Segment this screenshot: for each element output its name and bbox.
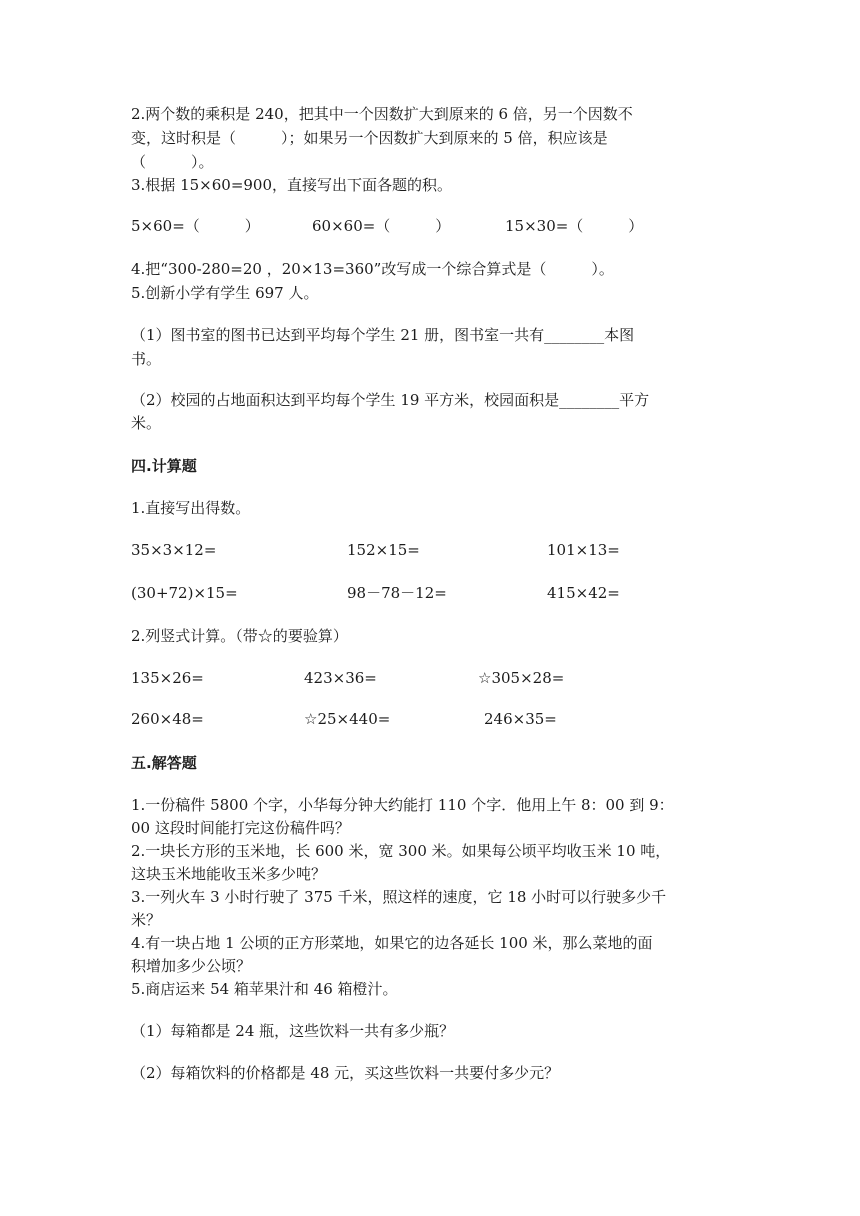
s4-row2-item2: 98－78－12= [347, 584, 447, 602]
s4-row1-item2: 152×15= [347, 541, 420, 559]
q2-line3: （ ）。 [131, 153, 214, 171]
s5-q1-line1: 1.一份稿件 5800 个字，小华每分钟大约能打 110 个字．他用上午 8：00 到 9： [131, 796, 674, 814]
q2-line1: 2.两个数的乘积是 240，把其中一个因数扩大到原来的 6 倍，另一个因数不 [131, 105, 633, 123]
s4-row4-item1: 260×48= [131, 710, 204, 728]
s5-q4-line2: 积增加多少公顷？ [131, 957, 252, 975]
q3-item-2: 60×60=（ ） [312, 217, 451, 235]
q3-item-3: 15×30=（ ） [505, 217, 644, 235]
s5-q2-line2: 这块玉米地能收玉米多少吨？ [131, 865, 327, 883]
s4-row2-item1: (30+72)×15= [131, 584, 238, 602]
s4-row3-item2: 423×36= [304, 669, 377, 687]
q5-sub2-line1: （2）校园的占地面积达到平均每个学生 19 平方米，校园面积是________平方 [131, 391, 650, 409]
s5-q5-sub2: （2）每箱饮料的价格都是 48 元，买这些饮料一共要付多少元？ [131, 1064, 560, 1082]
s5-q3-line2: 米？ [131, 911, 162, 929]
s4-row3-item3: ☆305×28= [478, 669, 565, 687]
q5-text: 5.创新小学有学生 697 人。 [131, 284, 319, 302]
s5-q5-text: 5.商店运来 54 箱苹果汁和 46 箱橙汁。 [131, 980, 398, 998]
section5-title: 五.解答题 [131, 754, 197, 772]
s5-q2-line1: 2.一块长方形的玉米地，长 600 米，宽 300 米。如果每公顷平均收玉米 10 吨， [131, 842, 671, 860]
s5-q5-sub1: （1）每箱都是 24 瓶，这些饮料一共有多少瓶？ [131, 1022, 455, 1040]
q5-sub1-line2: 书。 [131, 350, 162, 368]
s4-row4-item2: ☆25×440= [304, 710, 391, 728]
q4-text: 4.把“300-280=20 ，20×13=360”改写成一个综合算式是（ ）。 [131, 260, 614, 278]
q2-line2: 变，这时积是（ ）；如果另一个因数扩大到原来的 5 倍，积应该是 [131, 129, 608, 147]
s4-row4-item3: 246×35= [484, 710, 557, 728]
s4-q1-prompt: 1.直接写出得数。 [131, 499, 251, 517]
s5-q1-line2: 00 这段时间能打完这份稿件吗？ [131, 819, 350, 837]
q3-prompt: 3.根据 15×60=900，直接写出下面各题的积。 [131, 176, 453, 194]
s4-row1-item3: 101×13= [547, 541, 620, 559]
q5-sub2-line2: 米。 [131, 414, 162, 432]
q3-item-1: 5×60=（ ） [131, 217, 260, 235]
section4-title: 四.计算题 [131, 457, 197, 475]
s4-row1-item1: 35×3×12= [131, 541, 217, 559]
q5-sub1-line1: （1）图书室的图书已达到平均每个学生 21 册，图书室一共有________本图 [131, 326, 635, 344]
s5-q3-line1: 3.一列火车 3 小时行驶了 375 千米，照这样的速度，它 18 小时可以行驶多少千 [131, 888, 667, 906]
s4-row2-item3: 415×42= [547, 584, 620, 602]
s4-q2-prompt: 2.列竖式计算。（带☆的要验算） [131, 627, 348, 645]
s4-row3-item1: 135×26= [131, 669, 204, 687]
s5-q4-line1: 4.有一块占地 1 公顷的正方形菜地，如果它的边各延长 100 米，那么菜地的面 [131, 934, 653, 952]
